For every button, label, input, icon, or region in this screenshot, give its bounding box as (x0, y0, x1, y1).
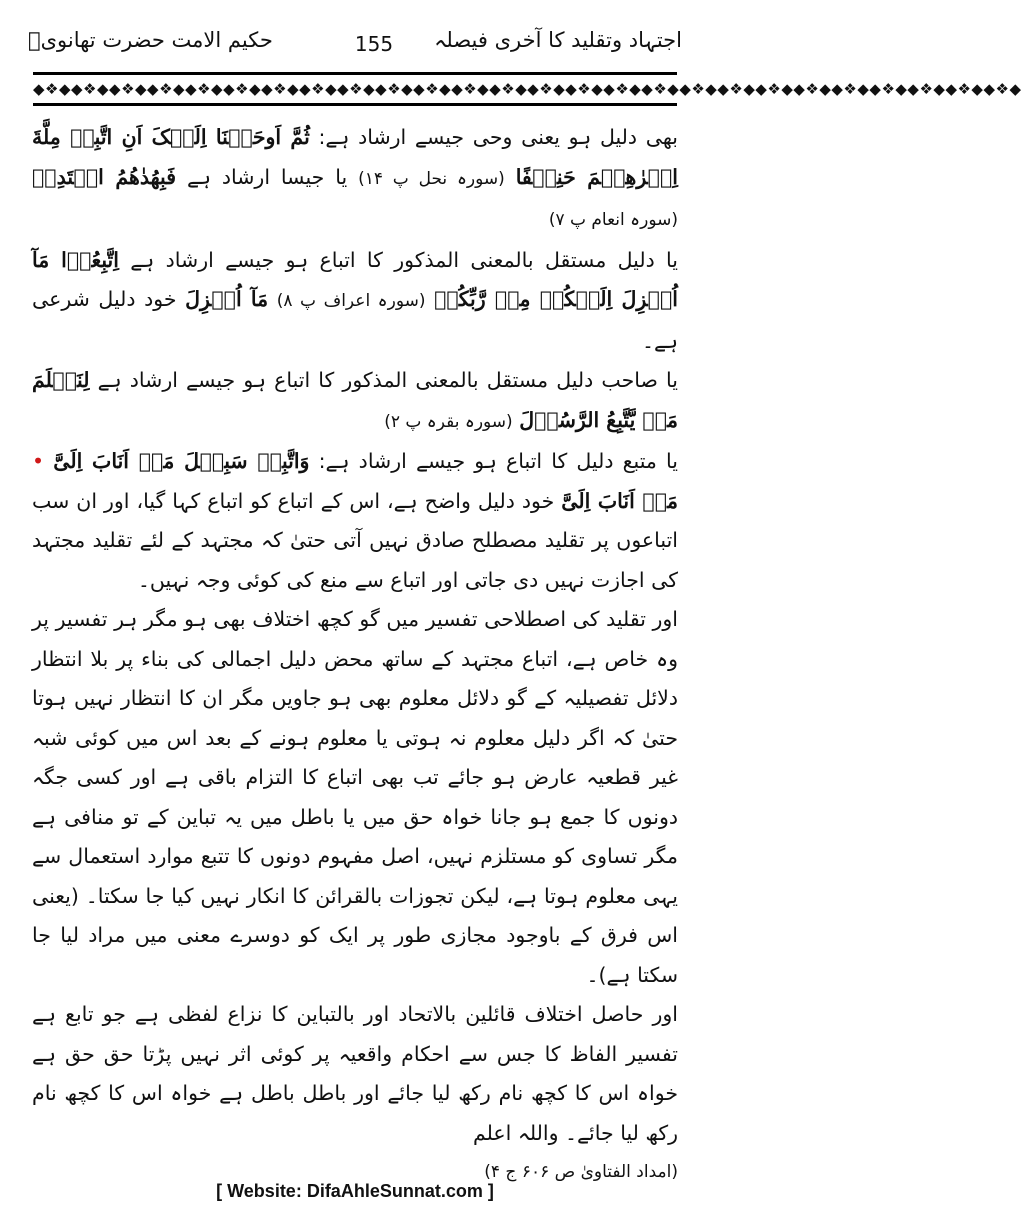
paragraph-text: یا دلیل مستقل بالمعنی المذکور کا اتباع ہو جیسے ارشاد ہے (130, 247, 678, 272)
paragraph-text: خود دلیل شرعی ہے۔ (32, 287, 678, 353)
quran-quote: لِنَعۡلَمَ مَنۡ یَّتَّبِعُ الرَّسُوۡلَ (32, 368, 678, 432)
paragraph-text: یا جیسا ارشاد ہے (186, 164, 348, 189)
quran-quote: مَآ اُنۡزِلَ (185, 287, 269, 311)
quran-quote: مَنۡ اَنَابَ اِلَیَّ (561, 488, 678, 513)
surah-reference: (سورہ نحل پ ۱۴) (358, 168, 505, 189)
verse-end-marker: • (32, 449, 45, 473)
quran-quote: ثُمَّ اَوحَیۡنَا اِلَیۡکَ اَنِ اتَّبِعۡ مِلَّةَ اِبۡرٰھِیۡمَ حَنِیۡفًا (32, 125, 678, 189)
paragraph-4 (32, 442, 678, 600)
paragraph-6: اور حاصل اختلاف قائلین بالاتحاد اور بالتباین کا نزاع لفظی ہے جو تابع ہے تفسیر الفاظ کا جس سے احکام واقعیہ پر کوئی اثر نہیں پڑتا حق حق ہے خواہ اس کا کچھ نام رکھ لیا جائے اور باطل باطل ہے خواہ اس کا کچھ نام رکھ لیا جائے۔ واللہ اعلم (32, 1002, 678, 1145)
page-body (32, 118, 678, 1193)
paragraph-text: خود دلیل واضح ہے، اس کے اتباع کو اتباع کہا گیا، اور ان سب اتباعوں پر تقلید مصطلح صادق نہیں آتی حتیٰ کہ مجتہد کے لئے تقلید مجتہد کی اجازت نہیں دی جاتی اور اتباع سے منع کی کوئی وجہ نہیں۔ (32, 488, 678, 592)
ornamental-border: ◆❖◆◆❖◆◆❖◆◆❖◆◆❖◆◆❖◆◆❖◆◆❖◆◆❖◆◆❖◆◆❖◆◆❖◆◆❖◆◆❖◆◆❖◆◆❖◆◆❖◆◆❖◆◆❖◆◆❖◆◆❖◆◆❖◆◆❖◆◆❖◆◆❖◆◆❖◆ (33, 72, 677, 106)
surah-reference: (سورہ بقرہ پ ۲) (384, 411, 513, 432)
header-book-title: اجتہاد وتقلید کا آخری فیصلہ (434, 28, 682, 52)
header-author: حکیم الامت حضرت تھانویؒ (28, 28, 273, 52)
surah-reference: (سورہ اعراف پ ۸) (276, 291, 426, 311)
paragraph-1 (32, 118, 678, 241)
source-citation: (امداد الفتاویٰ ص ۶۰۶ ج ۴) (484, 1162, 678, 1182)
paragraph-text: یا صاحب دلیل مستقل بالمعنی المذکور کا اتباع ہو جیسے ارشاد ہے (97, 368, 678, 392)
paragraph-5: اور تقلید کی اصطلاحی تفسیر میں گو کچھ اختلاف بھی ہو مگر ہر تفسیر پر وہ خاص ہے، اتباع مجتہد کے ساتھ محض دلیل اجمالی کی بناء پر بلا انتظار دلائل تفصیلیہ کے گو دلائل معلوم بھی ہو جاویں مگر ان کا انتظار نہیں ہوتا حتیٰ کہ اگر دلیل معلوم نہ ہوتی یا معلوم ہونے کے بعد اس میں کوئی شبہ غیر قطعیہ عارض ہو جائے تب بھی اتباع کا التزام باقی ہے اور کسی جگہ دونوں کا جمع ہو جانا خواہ حق میں یا باطل میں یہ تباین کے تو منافی ہے مگر تساوی کو مستلزم نہیں، اصل مفہوم دونوں کا تتبع موارد استعمال سے یہی معلوم ہوتا ہے، لیکن تجوزات بالقرائن کا انکار نہیں کیا جا سکتا۔ (یعنی اس فرق کے باوجود مجازی طور پر ایک کو دوسرے معنی میں مراد لیا جا سکتا ہے)۔ (32, 607, 678, 987)
quran-quote: فَبِھُدٰھُمُ اقۡتَدِہۡ (32, 164, 177, 189)
page-number: 155 (354, 32, 394, 56)
paragraph-3 (32, 361, 678, 442)
paragraph-text: بھی دلیل ہو یعنی وحی جیسے ارشاد ہے: (318, 125, 678, 149)
paragraph-text: یا متبع دلیل کا اتباع ہو جیسے ارشاد ہے: (318, 449, 678, 473)
paragraph-2 (32, 241, 678, 362)
surah-reference: (سورہ انعام پ ۷) (548, 210, 678, 230)
quran-quote: اِتَّبِعُوۡا مَآ اُنۡزِلَ اِلَیۡکُمۡ مِنۡ رَّبِّکُمۡ (32, 247, 678, 311)
quran-quote: وَاتَّبِعۡ سَبِیۡلَ مَنۡ اَنَابَ اِلَیَّ (53, 449, 310, 473)
website-footer: [ Website: DifaAhleSunnat.com ] (216, 1181, 494, 1201)
